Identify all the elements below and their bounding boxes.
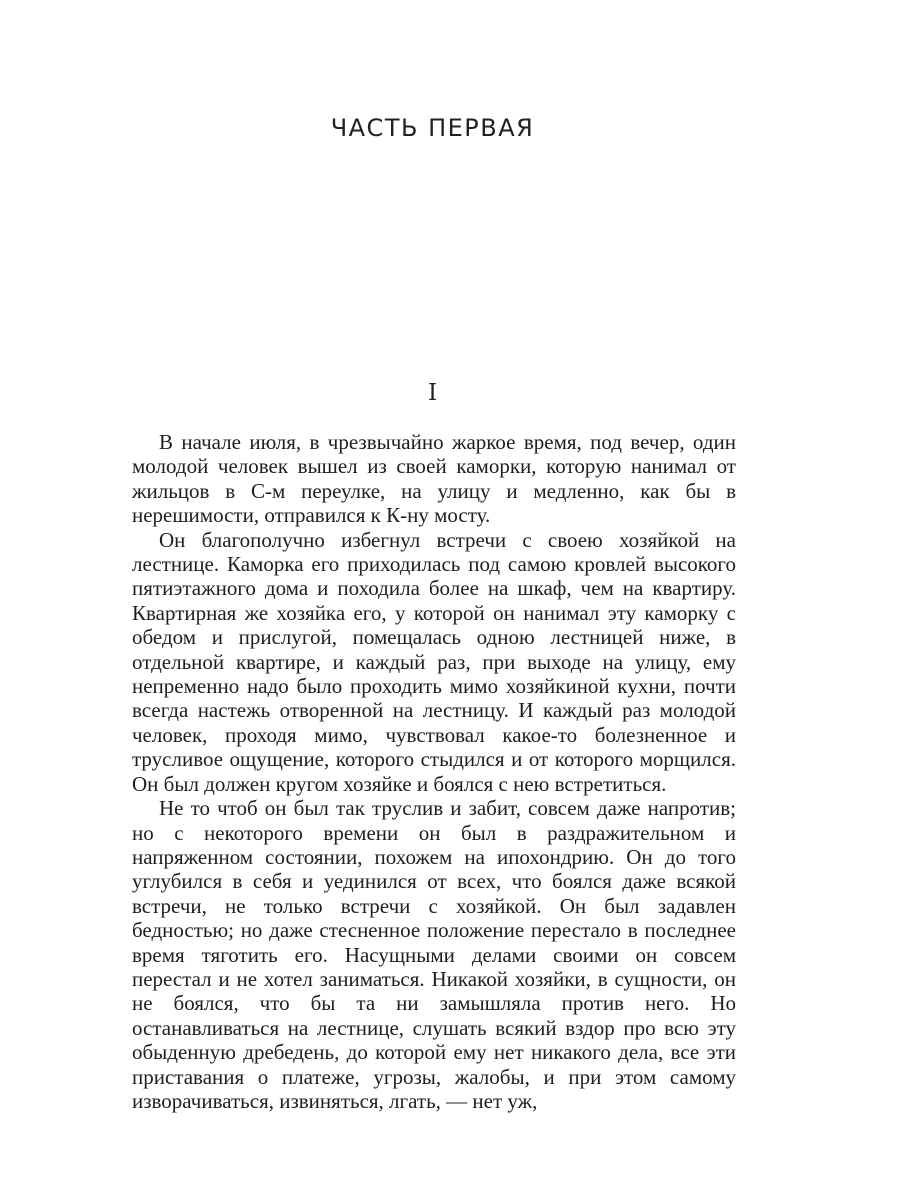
part-title: ЧАСТЬ ПЕРВАЯ: [330, 114, 535, 142]
chapter-text: [132, 430, 736, 1113]
paragraph: В начале июля, в чрезвычайно жаркое время, под вечер, один молодой человек вышел из своей каморки, которую нанимал от жильцов в С-м переулке, на улицу и медленно, как бы в нерешимости, отправился к К-ну мосту.: [132, 430, 736, 528]
paragraph: Он благополучно избегнул встречи с своею хозяйкой на лестнице. Каморка его приходилась под самою кровлей высокого пятиэтажного дома и походила более на шкаф, чем на квартиру. Квартирная же хозяйка его, у которой он нанимал эту каморку с обедом и прислугой, помещалась одною лестницей ниже, в отдельной квартире, и каждый раз, при выходе на улицу, ему непременно надо было проходить мимо хозяйкиной кухни, почти всегда настежь отворенной на лестницу. И каждый раз молодой человек, проходя мимо, чувствовал какое-то болезненное и трусливое ощущение, которого стыдился и от которого морщился. Он был должен кругом хозяйке и боялся с нею встретиться.: [132, 527, 736, 796]
chapter-number: I: [427, 380, 438, 406]
paragraph: Не то чтоб он был так труслив и забит, совсем даже напротив; но с некоторого времени он был в раздражительном и напряженном состоянии, похожем на ипохондрию. Он до того углубился в себя и уединился от всех, что боялся даже всякой встречи, не только встречи с хозяйкой. Он был задавлен бедностью; но даже стесненное положение перестало в последнее время тяготить его. Насущными делами своими он совсем перестал и не хотел заниматься. Никакой хозяйки, в сущности, он не боялся, что бы та ни замышляла против него. Но останавливаться на лестнице, слушать всякий вздор про всю эту обыденную дребедень, до которой ему нет никакого дела, все эти приставания о платеже, угрозы, жалобы, и при этом самому изворачиваться, извиняться, лгать, — нет уж,: [132, 796, 736, 1113]
